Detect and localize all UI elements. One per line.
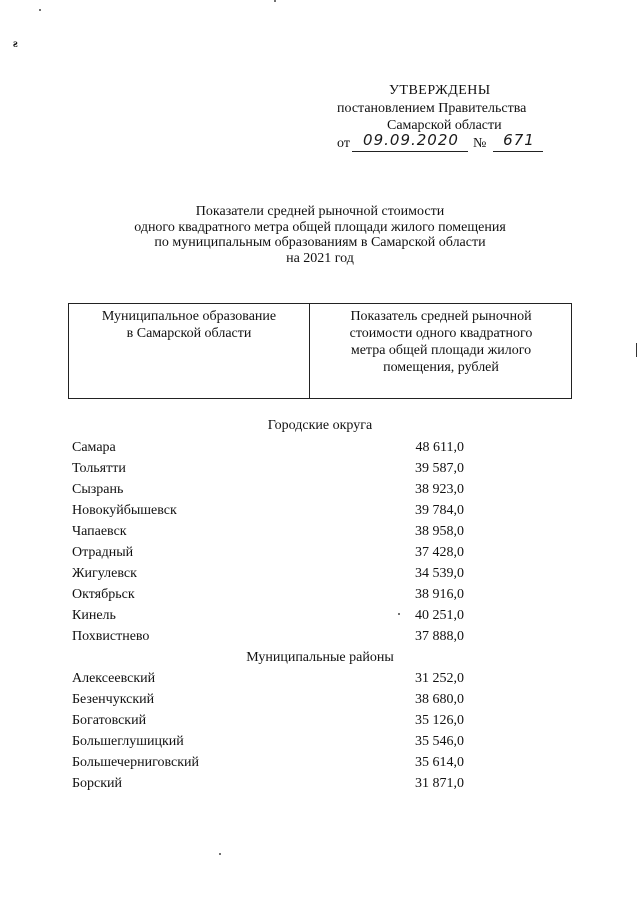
scan-edge-mark <box>636 343 637 357</box>
table-row-name: Богатовский <box>72 713 147 728</box>
header-cell-indicator: Показатель средней рыночной стоимости одного квадратного метра общей площади жилого помещения, рублей <box>349 309 533 375</box>
title-line: на 2021 год <box>286 250 354 266</box>
table-row-value: 38 916,0 <box>415 587 464 602</box>
title-line: Показатели средней рыночной стоимости <box>195 204 445 219</box>
table-row-value: 37 888,0 <box>415 629 464 644</box>
approval-from-label: от <box>337 136 350 151</box>
table-row-name: Чапаевск <box>72 524 127 539</box>
approval-line-1: постановлением Правительства <box>337 101 527 116</box>
table-row-value: 40 251,0 <box>415 608 464 623</box>
table-row-name: Новокуйбышевск <box>72 503 177 518</box>
section-title-municipal-districts: Муниципальные районы <box>246 650 394 665</box>
table-row-value: 39 784,0 <box>415 503 464 518</box>
header-cell-municipality: Муниципальное образование в Самарской области <box>101 309 277 341</box>
approval-number-underline <box>493 151 543 152</box>
table-row-name: Большеглушицкий <box>72 734 184 749</box>
table-header-divider <box>309 303 310 399</box>
approval-number-label: № <box>473 136 487 151</box>
table-row-name: Сызрань <box>72 482 124 497</box>
table-row-value: 35 126,0 <box>415 713 464 728</box>
table-row-value: 38 958,0 <box>415 524 464 539</box>
document-title <box>0 204 640 266</box>
table-row-name: Борский <box>72 776 123 791</box>
title-line: одного квадратного метра общей площади жилого помещения <box>134 219 506 235</box>
table-row-value: 31 252,0 <box>415 671 464 686</box>
table-row-name: Октябрьск <box>72 587 135 602</box>
scan-speck <box>39 9 41 11</box>
table-row-name: Отрадный <box>72 545 134 560</box>
approval-number: 671 <box>503 131 535 149</box>
title-line: по муниципальным образованиям в Самарской области <box>154 235 486 250</box>
table-row-value: 34 539,0 <box>415 566 464 581</box>
table-row-value: 38 923,0 <box>415 482 464 497</box>
table-row-name: Большечерниговский <box>72 755 200 770</box>
table-row-value: 37 428,0 <box>415 545 464 560</box>
table-row-value: 35 614,0 <box>415 755 464 770</box>
approval-line-2: Самарской области <box>387 118 502 133</box>
table-row-value: 31 871,0 <box>415 776 464 791</box>
table-row-name: Самара <box>72 440 116 455</box>
approval-heading: УТВЕРЖДЕНЫ <box>389 83 491 98</box>
table-row-name: Похвистнево <box>72 629 150 644</box>
section-title-urban-districts: Городские округа <box>267 418 373 433</box>
approval-date: 09.09.2020 <box>363 131 459 149</box>
table-row-value: 38 680,0 <box>415 692 464 707</box>
table-row-name: Кинель <box>72 608 116 623</box>
table-row-name: Безенчукский <box>72 692 155 707</box>
table-row-name: Тольятти <box>72 461 126 476</box>
table-row-value: 35 546,0 <box>415 734 464 749</box>
table-row-value: 48 611,0 <box>415 440 464 455</box>
scan-mark: ƨ <box>13 36 18 50</box>
approval-date-underline <box>352 151 468 152</box>
scan-speck <box>219 853 221 855</box>
table-row-name: Алексеевский <box>72 671 156 686</box>
table-row-value: 39 587,0 <box>415 461 464 476</box>
table-row-name: Жигулевск <box>72 566 137 581</box>
scan-speck <box>274 0 276 2</box>
